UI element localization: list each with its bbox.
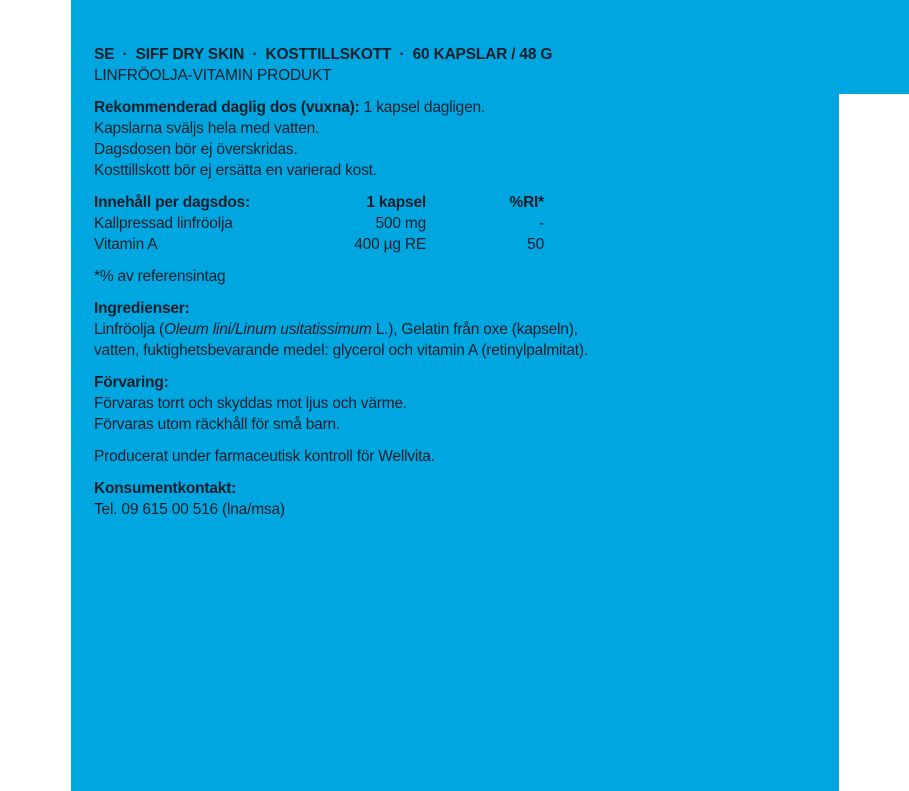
production-note: Producerat under farmaceutisk kontroll för Wellvita. <box>94 448 435 465</box>
table-row <box>94 213 544 234</box>
ingredients-line: vatten, fuktighetsbevarande medel: glycerol och vitamin A (retinylpalmitat). <box>94 342 588 359</box>
table-cell: 400 µg RE <box>354 236 426 253</box>
dosage-instruction: Dagsdosen bör ej överskridas. <box>94 141 298 158</box>
table-header-row <box>94 192 544 213</box>
ri-footnote: *% av referensintag <box>94 268 226 285</box>
ingredients-title: Ingredienser: <box>94 300 190 317</box>
dosage-instruction: Kosttillskott bör ej ersätta en varierad kost. <box>94 162 377 179</box>
dosage-value: 1 kapsel dagligen. <box>359 99 486 116</box>
label-text <box>94 44 814 520</box>
contact-phone: Tel. 09 615 00 516 (lna/msa) <box>94 501 285 518</box>
product-subtitle: LINFRÖOLJA-VITAMIN PRODUKT <box>94 67 332 84</box>
contact-title: Konsumentkontakt: <box>94 480 237 497</box>
table-header-cell: Innehåll per dagsdos: <box>94 194 250 211</box>
table-cell: 50 <box>527 236 544 253</box>
ingredients-latin-name: Oleum lini/Linum usitatissimum <box>163 321 372 338</box>
table-cell: 500 mg <box>375 215 426 232</box>
dosage-line <box>94 97 814 118</box>
table-cell: - <box>539 215 544 232</box>
dosage-instruction: Kapslarna sväljs hela med vatten. <box>94 120 320 137</box>
dosage-label: Rekommenderad daglig dos (vuxna): <box>94 99 360 116</box>
product-header: SE · SIFF DRY SKIN · KOSTTILLSKOTT · 60 KAPSLAR / 48 G <box>94 46 553 63</box>
storage-title: Förvaring: <box>94 374 169 391</box>
ingredients-text: Linfröolja ( <box>94 321 164 338</box>
table-row <box>94 234 544 255</box>
ingredients-line <box>94 319 814 340</box>
table-header-cell: %RI* <box>509 194 544 211</box>
storage-line: Förvaras utom räckhåll för små barn. <box>94 416 341 433</box>
label-panel-extension <box>838 0 909 94</box>
table-cell: Kallpressad linfröolja <box>94 215 233 232</box>
ingredients-text: L.), Gelatin från oxe (kapseln), <box>371 321 578 338</box>
table-cell: Vitamin A <box>94 236 158 253</box>
table-header-cell: 1 kapsel <box>366 194 426 211</box>
storage-line: Förvaras torrt och skyddas mot ljus och värme. <box>94 395 407 412</box>
nutrition-table <box>94 192 544 255</box>
